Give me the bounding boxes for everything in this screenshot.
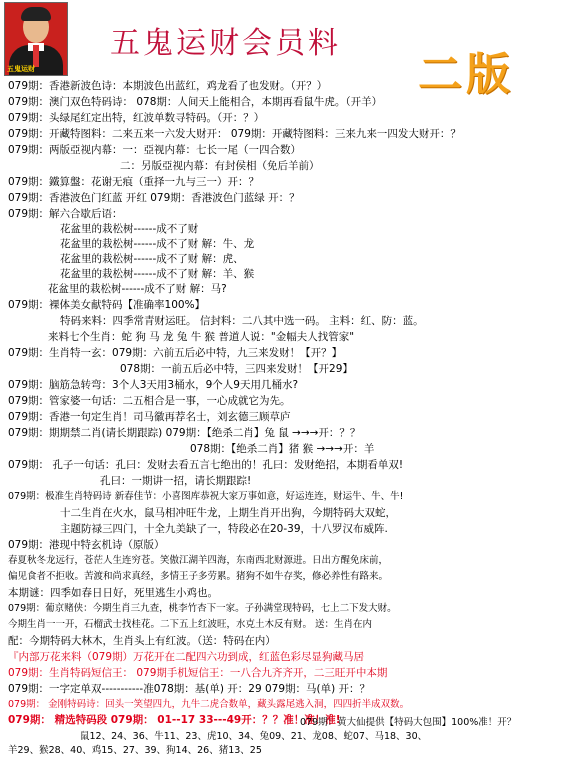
text-line: 花盆里的栽松树------成不了财 解：牛、龙	[60, 238, 255, 250]
text-line: 078期：【绝杀二肖】猪 猴 →→→开：羊	[190, 443, 375, 455]
text-line: 079期：生肖特一玄：079期：六前五后必中特，九三来发财！【开？】	[8, 347, 343, 359]
text-line: 花盆里的栽松树------成不了财	[60, 223, 199, 235]
text-line: 078期：一前五后必中特，三四来发财！【开29】	[120, 363, 353, 375]
text-line: 079期：开藏特图料：二来五来一六发大财开： 079期：开藏特图料：三来九来一四发大财开：？	[8, 128, 461, 140]
text-line: 配：今期特码大林木，生肖头上有红波。（送：特码在内）	[8, 635, 276, 647]
text-line: 079期：港现中特玄机诗（原版）	[8, 539, 165, 551]
host-photo	[4, 2, 68, 76]
edition-badge: 二版	[418, 49, 514, 100]
text-line: 孔曰：一期讲一招，请长期跟踪!	[100, 475, 252, 487]
text-line: 花盆里的栽松树------成不了财 解：虎、	[60, 253, 244, 265]
text-line: 079期：头绿尾红定出特，红波单数寻特码。（开：？）	[8, 112, 265, 124]
text-line: 079期：一字定单双-----------准078期：基(单) 开：29 079期：马(单) 开：？	[8, 683, 371, 695]
text-line: 079期：葡京赌侠：今期生肖三九查，桃李竹杏下一家。子孙满堂现特码，七上二下发大财。	[8, 603, 397, 614]
text-line: 二：另版亞视内幕：有封侯相（免后羊前）	[120, 160, 320, 172]
text-line: 羊29、猴28、40、鸡15、27、39、狗14、26、猪13、25	[8, 745, 262, 756]
text-line: 偏见食者不拒收。苦渡和尚求真经，多情王子多劳累。猪狗不如牛存奖，修必养性有路来。	[8, 571, 389, 582]
text-line: 079期：极准生肖特码诗 新春佳节：小喜图库恭祝大家万事如意，好运连连，财运牛、牛、牛!	[8, 491, 404, 502]
text-line: 079期：黄大仙提供【特码大包围】100%准！开？	[300, 717, 517, 728]
text-line: 特码来料：四季常青财运旺。 信封料：二八其中选一码。 主料：红、防：蓝。	[60, 315, 424, 327]
text-line: 079期： 精选特码段 079期： 01--17 33---49开：？？准！准！准!	[8, 714, 341, 726]
text-line: 079期：鐵算盤：花谢无痕（重择一九与三一）开：？	[8, 176, 260, 188]
text-line: 079期：香港一句定生肖！司马徽再荐名士，刘玄德三顾草庐	[8, 411, 291, 423]
text-line: 079期：香港新波色诗：本期波色出蓝红，鸡龙看了也发财。（开？）	[8, 80, 328, 92]
text-line: 079期：生肖特码短信王： 079期手机短信王：一八合九齐齐开，二三旺开中本期	[8, 667, 388, 679]
text-line: 今期生肖一一开，石榴武士找桂花。二下五上红波旺，水克土木反有财。 送：生肖在内	[8, 619, 373, 630]
page-title: 五鬼运财会员料	[110, 26, 341, 61]
text-line: 主题防禄三四门，十全九美缺了一，特段必在20-39，十八罗汉布威阵.	[60, 523, 388, 535]
text-line: 079期：解六合歇后语：	[8, 208, 123, 220]
text-line: 鼠12、24、36、牛11、23、虎10、34、兔09、21、龙08、蛇07、马18、30、	[80, 731, 428, 742]
text-line: 079期：管家婆一句话：二五相合是一事，一心成就它为先。	[8, 395, 291, 407]
text-line: 『内部万花来料（079期）万花开在二配四六功到成，红蓝色彩尽显狗藏马居	[8, 651, 365, 663]
text-line: 来料七个生肖：蛇 狗 马 龙 兔 牛 猴 普道人说："金幅夫人找管家"	[48, 331, 355, 343]
text-line: 079期：裸体美女献特码【准确率100%】	[8, 299, 206, 311]
text-line: 079期：两版亞视内幕：一：亞视内幕：七长一尾（一四合数）	[8, 144, 302, 156]
photo-hair	[21, 7, 51, 21]
text-line: 079期：脑筋急转弯：3个人3天用3桶水，9个人9天用几桶水?	[8, 379, 299, 391]
text-line: 本期谜：四季如春日日好，死里逃生小鸡也。	[8, 587, 218, 599]
text-line: 花盆里的栽松树------成不了财 解：羊、猴	[60, 268, 255, 280]
text-line: 079期：香港波色门红蓝 开红 079期：香港波色门蓝绿 开：？	[8, 192, 300, 204]
text-line: 079期：期期禁二肖(请长期跟踪) 079期：【绝杀二肖】兔 鼠 →→→开：？？	[8, 427, 361, 439]
text-line: 079期： 孔子一句话：孔曰：发财去看五言七绝出的！孔曰：发财绝招，本期看单双!	[8, 459, 404, 471]
text-line: 十二生肖在火水，鼠马相冲旺牛龙，上期生肖开出狗，今期特码大双蛇，	[60, 507, 396, 519]
text-line: 079期：澳门双色特码诗： 078期：人间天上能相合，本期再看鼠牛虎。（开羊）	[8, 96, 383, 108]
text-line: 花盆里的栽松树------成不了财 解：马?	[48, 283, 227, 295]
photo-tag: 五鬼运财	[7, 65, 35, 73]
text-line: 春夏秋冬龙远行，苍茫人生连穷苍。笑傲江湖羊四海，东南西北财源进。日出方醒免床前，	[8, 555, 389, 566]
text-line: 079期： 金刚特码诗：回头一笑望四九，九牛二虎合数单，藏头露尾逃入洞，四四折半成双数。	[8, 699, 410, 710]
